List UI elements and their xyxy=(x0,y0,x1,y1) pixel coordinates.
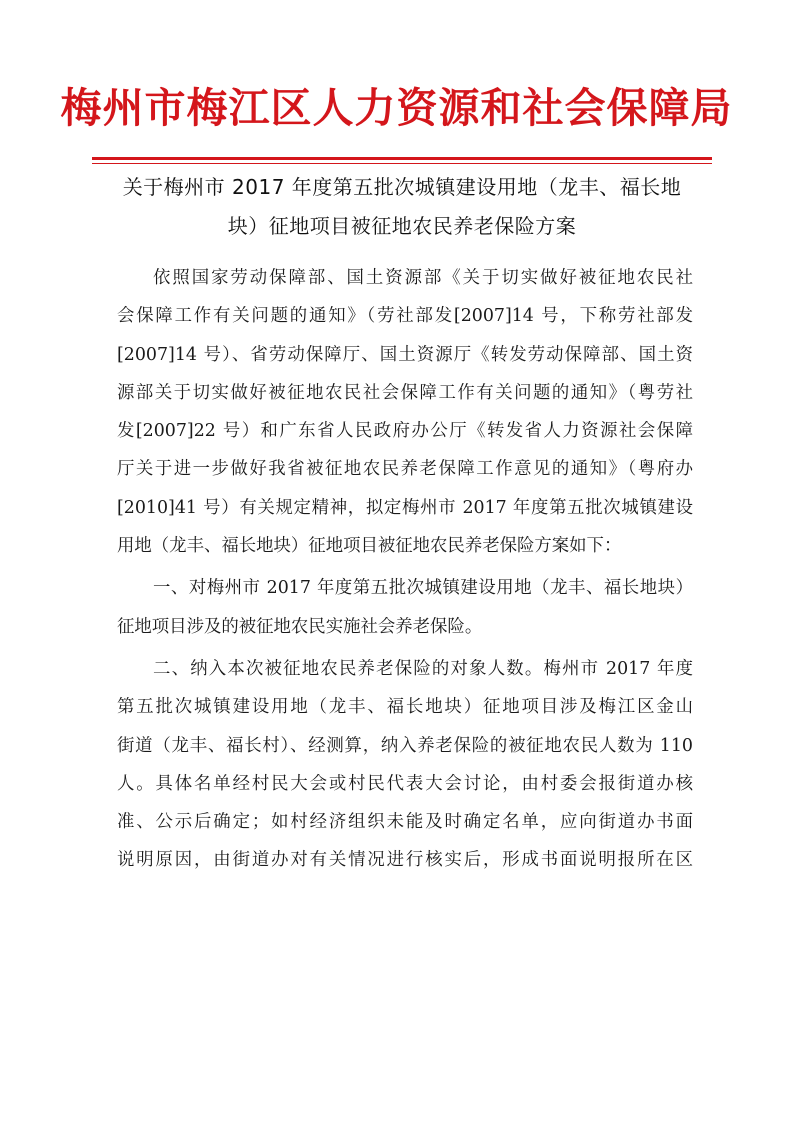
body-line: 人。具体名单经村民大会或村民代表大会讨论，由村委会报街道办核 xyxy=(117,773,693,794)
body-line: 用地（龙丰、福长地块）征地项目被征地农民养老保险方案如下： xyxy=(117,536,622,557)
title-line: 关于梅州市 2017 年度第五批次城镇建设用地（龙丰、福长地 xyxy=(122,175,682,199)
paragraph-3 xyxy=(117,650,693,880)
body-line: [2010]41 号）有关规定精神，拟定梅州市 2017 年度第五批次城镇建设 xyxy=(117,497,693,518)
body-line: 二、纳入本次被征地农民养老保险的对象人数。梅州市 2017 年度 xyxy=(153,658,693,679)
body-line: 准、公示后确定；如村经济组织未能及时确定名单，应向街道办书面 xyxy=(117,812,693,833)
masthead-rule-thin xyxy=(92,163,712,164)
document-body xyxy=(117,259,693,880)
body-line: 一、对梅州市 2017 年度第五批次城镇建设用地（龙丰、福长地块） xyxy=(153,578,693,599)
title-line: 块）征地项目被征地农民养老保险方案 xyxy=(227,214,577,238)
body-line: 发[2007]22 号）和广东省人民政府办公厅《转发省人力资源社会保障 xyxy=(117,421,693,442)
paragraph-2 xyxy=(117,569,693,646)
paragraph-1 xyxy=(117,259,693,565)
body-line: 源部关于切实做好被征地农民社会保障工作有关问题的通知》（粤劳社 xyxy=(117,382,693,403)
body-line: 依照国家劳动保障部、国土资源部《关于切实做好被征地农民社 xyxy=(153,268,693,288)
body-line: 第五批次城镇建设用地（龙丰、福长地块）征地项目涉及梅江区金山 xyxy=(117,697,693,718)
body-line: [2007]14 号）、省劳动保障厅、国土资源厅《转发劳动保障部、国土资 xyxy=(117,344,693,365)
body-line: 街道（龙丰、福长村）、经测算，纳入养老保险的被征地农民人数为 110 xyxy=(117,735,693,756)
masthead-org-name: 梅州市梅江区人力资源和社会保障局 xyxy=(60,84,733,132)
body-line: 说明原因，由街道办对有关情况进行核实后，形成书面说明报所在区 xyxy=(117,850,693,871)
body-line: 会保障工作有关问题的通知》（劳社部发[2007]14 号，下称劳社部发 xyxy=(117,306,693,327)
document-title xyxy=(96,168,708,246)
body-line: 厅关于进一步做好我省被征地农民养老保障工作意见的通知》（粤府办 xyxy=(117,459,693,480)
body-line: 征地项目涉及的被征地农民实施社会养老保险。 xyxy=(117,616,483,637)
masthead-rule-thick xyxy=(92,157,712,160)
